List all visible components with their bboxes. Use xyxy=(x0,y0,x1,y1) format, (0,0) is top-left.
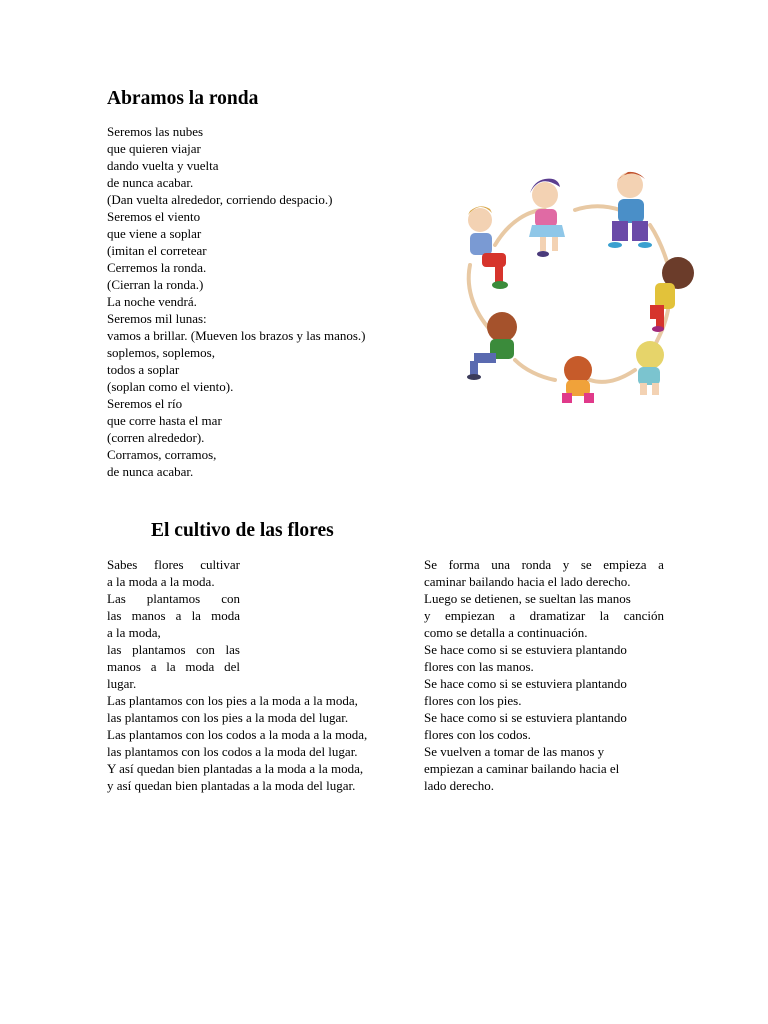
word: a xyxy=(175,608,182,623)
text-line: lugar. xyxy=(107,676,137,691)
word: forma xyxy=(448,557,480,572)
word: cultivar xyxy=(200,557,240,572)
text-line: Se hace como si se estuviera plantando xyxy=(424,676,627,691)
children-circle-icon xyxy=(440,165,700,410)
text-line: (soplan como el viento). xyxy=(107,379,234,394)
text-line: que corre hasta el mar xyxy=(107,413,222,428)
text-line: Luego se detienen, se sueltan las manos xyxy=(424,591,631,606)
poem-abramos-la-ronda xyxy=(107,123,366,480)
text-line: lado derecho. xyxy=(424,778,495,793)
text-line xyxy=(424,607,664,624)
text-line: (Cierran la ronda.) xyxy=(107,277,204,292)
text-line: que viene a soplar xyxy=(107,226,202,241)
word: una xyxy=(491,557,510,572)
word: y xyxy=(562,557,570,572)
text-line: a la moda, xyxy=(107,625,161,640)
text-line xyxy=(107,658,240,675)
text-line xyxy=(107,590,240,607)
word: la xyxy=(599,608,610,623)
word: las xyxy=(107,642,122,657)
text-line: Seremos el viento xyxy=(107,209,201,224)
text-line: y así quedan bien plantadas a la moda del lugar. xyxy=(107,778,356,793)
text-line: las plantamos con los codos a la moda del lugar. xyxy=(107,744,358,759)
word: del xyxy=(224,659,240,674)
text-line: de nunca acabar. xyxy=(107,464,194,479)
word: con xyxy=(196,642,215,657)
text-line: Se hace como si se estuviera plantando xyxy=(424,710,627,725)
word: empieza xyxy=(603,557,647,572)
text-line xyxy=(424,556,664,573)
text-line: Corramos, corramos, xyxy=(107,447,217,462)
text-line: como se detalla a continuación. xyxy=(424,625,588,640)
text-line: vamos a brillar. (Mueven los brazos y las manos.) xyxy=(107,328,366,343)
title-el-cultivo-de-las-flores: El cultivo de las flores xyxy=(151,520,334,541)
word: a xyxy=(509,608,516,623)
word: manos xyxy=(131,608,166,623)
word: Se xyxy=(424,557,437,572)
word: a xyxy=(150,659,157,674)
word: Sabes xyxy=(107,557,138,572)
text-line: Se hace como si se estuviera plantando xyxy=(424,642,627,657)
text-line xyxy=(107,641,240,658)
text-line: que quieren viajar xyxy=(107,141,201,156)
text-line: dando vuelta y vuelta xyxy=(107,158,219,173)
word: la xyxy=(191,608,201,623)
text-line: Y así quedan bien plantadas a la moda a la moda, xyxy=(107,761,364,776)
instructions-el-cultivo-de-las-flores xyxy=(424,556,664,794)
text-line: caminar bailando hacia el lado derecho. xyxy=(424,574,631,589)
word: manos xyxy=(107,659,141,674)
word: y xyxy=(424,608,431,623)
text-line xyxy=(107,607,240,624)
word: ronda xyxy=(521,557,552,572)
poem-el-cultivo-de-las-flores xyxy=(107,556,367,794)
word: plantamos xyxy=(146,591,201,606)
text-line: flores con las manos. xyxy=(424,659,534,674)
text-line: Seremos mil lunas: xyxy=(107,311,207,326)
word: plantamos xyxy=(132,642,186,657)
text-line: las plantamos con los pies a la moda del lugar. xyxy=(107,710,349,725)
word: empiezan xyxy=(445,608,495,623)
word: se xyxy=(580,557,592,572)
text-line: (corren alrededor). xyxy=(107,430,205,445)
text-line: flores con los codos. xyxy=(424,727,531,742)
text-line xyxy=(107,556,240,573)
word: con xyxy=(221,591,240,606)
word: a xyxy=(658,557,664,572)
word: Las xyxy=(107,591,126,606)
text-line: Cerremos la ronda. xyxy=(107,260,207,275)
word: moda xyxy=(211,608,240,623)
text-line: (imitan el corretear xyxy=(107,243,207,258)
text-line: a la moda a la moda. xyxy=(107,574,215,589)
text-line: La noche vendrá. xyxy=(107,294,197,309)
text-line: Las plantamos con los pies a la moda a la moda, xyxy=(107,693,358,708)
text-line: Seremos las nubes xyxy=(107,124,204,139)
word: las xyxy=(107,608,122,623)
word: dramatizar xyxy=(529,608,586,623)
title-abramos-la-ronda: Abramos la ronda xyxy=(107,88,259,109)
word: la xyxy=(166,659,176,674)
text-line: de nunca acabar. xyxy=(107,175,194,190)
word: las xyxy=(225,642,240,657)
text-line: flores con los pies. xyxy=(424,693,522,708)
text-line: Seremos el río xyxy=(107,396,183,411)
text-line: Se vuelven a tomar de las manos y xyxy=(424,744,605,759)
word: flores xyxy=(154,557,184,572)
text-line: (Dan vuelta alrededor, corriendo despacio.) xyxy=(107,192,333,207)
text-line: Las plantamos con los codos a la moda a la moda, xyxy=(107,727,368,742)
text-line: empiezan a caminar bailando hacia el xyxy=(424,761,620,776)
word: moda xyxy=(185,659,215,674)
text-line: soplemos, soplemos, xyxy=(107,345,215,360)
word: canción xyxy=(623,608,664,623)
text-line: todos a soplar xyxy=(107,362,180,377)
